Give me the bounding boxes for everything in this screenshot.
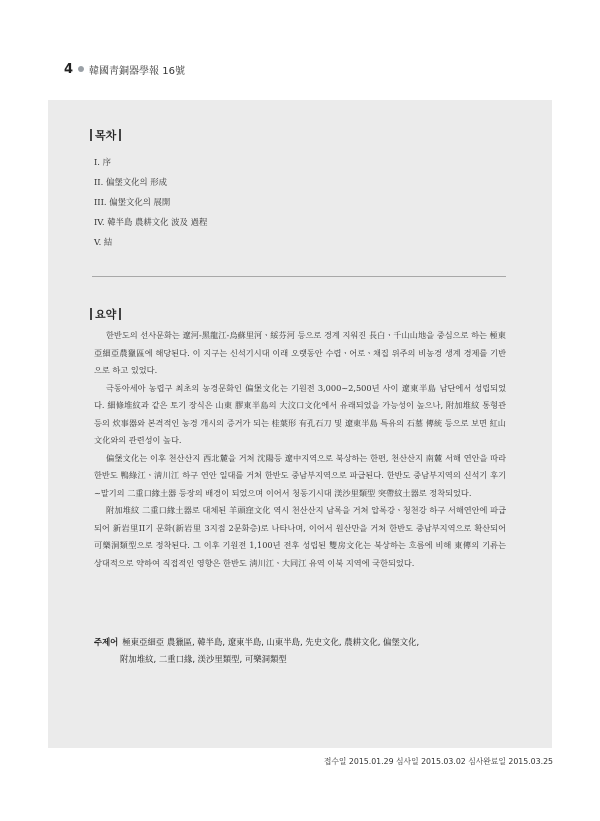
- running-header: [64, 61, 185, 77]
- toc-item: III. 偏堡文化의 展開: [94, 197, 171, 207]
- abstract-heading: [90, 306, 121, 322]
- toc-item: V. 結: [94, 237, 113, 247]
- toc-heading: [90, 127, 121, 143]
- keywords-list-continued: 附加堆紋, 二重口緣, 渼沙里類型, 可樂洞類型: [120, 654, 287, 664]
- abstract-title: 요약: [95, 308, 117, 321]
- bracket-bar-icon: [119, 308, 121, 320]
- journal-title: 韓國靑銅器學報 16號: [89, 65, 185, 77]
- abstract-paragraph: 偏堡文化는 이후 천산산지 西北麓을 거쳐 沈陽등 遼中지역으로 북상하는 한편, 천산산지 南麓 서해 연안을 따라 한반도 鴨綠江ㆍ淸川江 하구 연안 일대를 거쳐 한반도 중남부지역으로 파급된다. 한반도 중남부지역의 신석기 후기~말기의 二重口緣土器 등장의 배경이 되었으며 이어서 청동기시대 渼沙里類型 突帶紋土器로 정착되었다.: [94, 452, 506, 498]
- toc-title: 목차: [95, 129, 117, 142]
- table-of-contents: [94, 152, 207, 252]
- abstract-paragraph: 한반도의 선사문화는 遼河-黑龍江-烏蘇里河ㆍ綏芬河 등으로 경계 지워진 長白ㆍ千山山地을 중심으로 하는 極東亞細亞農獵區에 해당된다. 이 지구는 신석기시대 이래 오랫동안 수렵ㆍ어로ㆍ채집 위주의 비농경 생계 경제를 기반으로 하고 있었다.: [94, 330, 506, 375]
- submission-dates: 접수일 2015.01.29 심사일 2015.03.02 심사완료일 2015.03.25: [323, 757, 553, 766]
- keywords-label: 주제어: [94, 637, 119, 647]
- bracket-bar-icon: [90, 129, 92, 141]
- keywords-list: 極東亞細亞 農獵區, 韓半島, 遼東半島, 山東半島, 先史文化, 農耕文化, 偏堡文化,: [122, 637, 420, 647]
- page-number: 4: [64, 61, 74, 77]
- toc-item: IV. 韓半島 農耕文化 波及 過程: [94, 217, 208, 227]
- bracket-bar-icon: [90, 308, 92, 320]
- bullet-dot-icon: [78, 66, 84, 72]
- toc-item: II. 偏堡文化의 形成: [94, 177, 167, 187]
- abstract-paragraph: 극동아세아 농렵구 최초의 농경문화인 偏堡文化는 기원전 3,000~2,500년 사이 遼東半島 남단에서 성립되었다. 細條堆紋과 같은 토기 장식은 山東 膠東半島의 大汶口文化에서 유래되었을 가능성이 높으나, 附加堆紋 통형관 등의 炊事器와 본격적인 농경 개시의 증거가 되는 桂葉形 有孔石刀 및 遼東半島 특유의 石墓 傳統 등으로 보면 紅山文化와의 관련성이 높다.: [94, 382, 506, 445]
- toc-item: I. 序: [94, 157, 112, 167]
- abstract-paragraph: 附加堆紋 二重口緣土器로 대체된 羊頭窪文化 역시 천산산지 남록을 거쳐 압록강ㆍ청천강 하구 서해연안에 파급되어 新岩里II기 문화(新岩里 3지점 2문화층)로 나타나며, 이어서 원산만을 거쳐 한반도 중남부지역으로 확산되어 可樂洞類型으로 정착된다. 그 이후 기원전 1,100년 전후 성립된 雙房文化는 북상하는 흐름에 비해 東傳의 기류는 상대적으로 약하여 직접적인 영향은 한반도 淸川江ㆍ大同江 유역 이북 지역에 국한되었다.: [94, 505, 506, 568]
- abstract-body: [94, 327, 506, 572]
- section-divider: [92, 276, 506, 277]
- bracket-bar-icon: [119, 129, 121, 141]
- keywords-line: [94, 634, 506, 651]
- keywords-block: [94, 634, 506, 668]
